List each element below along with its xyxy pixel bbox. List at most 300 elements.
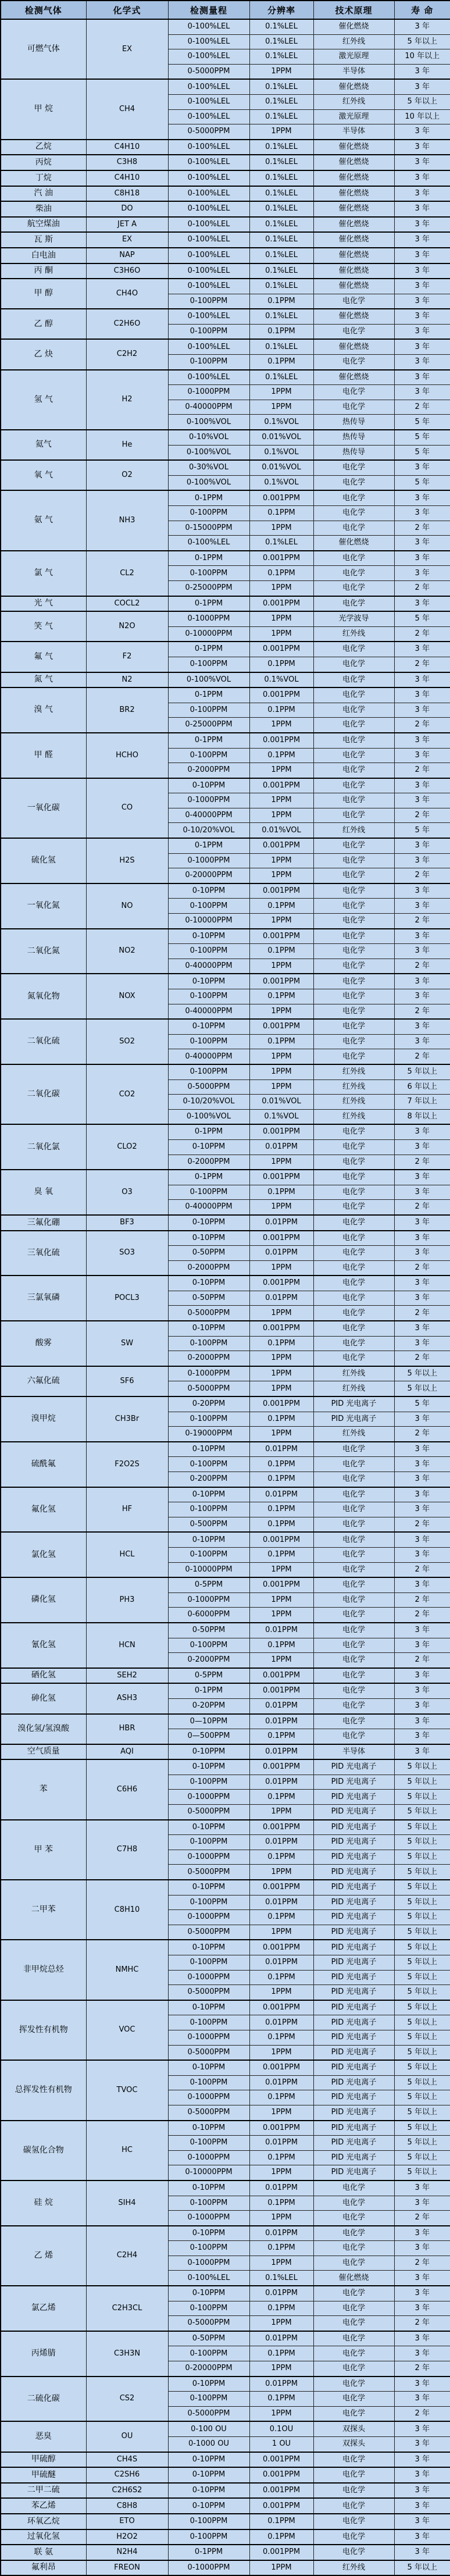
principle-cell: 电化学 (313, 324, 394, 339)
resolution-cell: 0.001PPM (249, 2483, 313, 2499)
life-cell: 2 年 (394, 1306, 450, 1321)
range-cell: 0-1PPM (168, 687, 249, 703)
principle-cell: 电化学 (313, 1517, 394, 1532)
principle-cell: PID 光电离子 (313, 2000, 394, 2015)
range-cell: 0-100%LEL (168, 201, 249, 217)
range-cell: 0-30%VOL (168, 460, 249, 475)
resolution-cell: 0.01PPM (249, 1714, 313, 1729)
gas-formula-cell: NO2 (86, 929, 168, 974)
range-cell: 0-100%LEL (168, 109, 249, 124)
resolution-cell: 1PPM (249, 1004, 313, 1019)
life-cell: 3 年 (394, 1502, 450, 1517)
gas-formula-cell: NO (86, 883, 168, 929)
range-cell: 0-100%LEL (168, 263, 249, 279)
principle-cell: 热传导 (313, 430, 394, 445)
resolution-cell: 0.001PPM (249, 2060, 313, 2075)
resolution-cell: 0.1%VOL (249, 415, 313, 430)
principle-cell: 电化学 (313, 2452, 394, 2468)
range-cell: 0-100PPM (168, 1457, 249, 1472)
table-row (1, 687, 450, 703)
principle-cell: 红外线 (313, 626, 394, 642)
range-cell: 0-10PPM (168, 2498, 249, 2514)
life-cell: 3 年 (394, 2180, 450, 2196)
range-cell: 0-2000PPM (168, 763, 249, 778)
range-cell: 0-5000PPM (168, 124, 249, 140)
range-cell: 0-10000PPM (168, 914, 249, 929)
resolution-cell: 0.1OU (249, 2421, 313, 2436)
table-row (1, 79, 450, 94)
principle-cell: PID 光电离子 (313, 2030, 394, 2045)
principle-cell: 催化燃烧 (313, 370, 394, 385)
life-cell: 5 年以上 (394, 1865, 450, 1880)
principle-cell: 电化学 (313, 2196, 394, 2211)
range-cell: 0-40000PPM (168, 400, 249, 415)
range-cell: 0-1PPM (168, 2545, 249, 2560)
gas-name-cell: 乙 烯 (1, 2226, 86, 2286)
table-row (1, 2226, 450, 2241)
resolution-cell: 0.1PPM (249, 989, 313, 1004)
gas-formula-cell: C2H6S2 (86, 2483, 168, 2499)
life-cell: 5 年 (394, 611, 450, 626)
principle-cell: 催化燃烧 (313, 170, 394, 186)
life-cell: 5 年以上 (394, 1835, 450, 1850)
resolution-cell: 0.001PPM (249, 883, 313, 899)
table-row (1, 1940, 450, 1955)
range-cell: 0-50PPM (168, 1246, 249, 1261)
resolution-cell: 0.1%LEL (249, 536, 313, 551)
principle-cell: PID 光电离子 (313, 1835, 394, 1850)
resolution-cell: 0.001PPM (249, 551, 313, 566)
gas-name-cell: 硫酰氟 (1, 1442, 86, 1487)
resolution-cell: 1PPM (249, 1049, 313, 1064)
resolution-cell: 0.001PPM (249, 1019, 313, 1034)
range-cell: 0-1000PPM (168, 1790, 249, 1805)
resolution-cell: 1PPM (249, 124, 313, 140)
principle-cell: PID 光电离子 (313, 1985, 394, 2000)
range-cell: 0-10%VOL (168, 430, 249, 445)
gas-formula-cell: SIH4 (86, 2180, 168, 2226)
gas-name-cell: 乙烷 (1, 140, 86, 155)
gas-name-cell: 笑 气 (1, 611, 86, 642)
table-row (1, 248, 450, 263)
resolution-cell: 0.1%VOL (249, 445, 313, 460)
table-row (1, 2286, 450, 2301)
range-cell: 0-1PPM (168, 838, 249, 853)
resolution-cell: 0.001PPM (249, 1321, 313, 1336)
resolution-cell: 1PPM (249, 2316, 313, 2331)
range-cell: 0-100%LEL (168, 279, 249, 294)
life-cell: 3 年 (394, 989, 450, 1004)
resolution-cell: 1PPM (249, 1381, 313, 1396)
life-cell: 3 年 (394, 339, 450, 354)
life-cell: 3 年 (394, 217, 450, 233)
range-cell: 0-100%LEL (168, 170, 249, 186)
resolution-cell: 0.1PPM (249, 506, 313, 521)
gas-formula-cell: C8H18 (86, 186, 168, 202)
principle-cell: 电化学 (313, 1638, 394, 1653)
range-cell: 0-10PPM (168, 1321, 249, 1336)
principle-cell: 催化燃烧 (313, 19, 394, 34)
principle-cell: 电化学 (313, 1185, 394, 1200)
life-cell: 2 年 (394, 2316, 450, 2331)
range-cell: 0-20000PPM (168, 2361, 249, 2377)
gas-formula-cell: COCL2 (86, 596, 168, 612)
principle-cell: PID 光电离子 (313, 2060, 394, 2075)
principle-cell: 电化学 (313, 1139, 394, 1155)
column-header-principle: 技术原理 (313, 1, 394, 19)
life-cell: 10 年以上 (394, 49, 450, 65)
table-header-row (1, 1, 450, 19)
life-cell: 5 年以上 (394, 2000, 450, 2015)
gas-name-cell: 三氧化硫 (1, 1231, 86, 1276)
gas-formula-cell: SF6 (86, 1366, 168, 1396)
gas-formula-cell: C2SH6 (86, 2467, 168, 2483)
table-row (1, 19, 450, 34)
range-cell: 0-10PPM (168, 1744, 249, 1760)
range-cell: 0-100PPM (168, 324, 249, 339)
gas-name-cell: 汽 油 (1, 186, 86, 202)
principle-cell: 电化学 (313, 596, 394, 612)
life-cell: 3 年 (394, 1472, 450, 1487)
principle-cell: 热传导 (313, 445, 394, 460)
principle-cell: 电化学 (313, 2377, 394, 2392)
principle-cell: 红外线 (313, 34, 394, 49)
principle-cell: 电化学 (313, 1275, 394, 1291)
life-cell: 3 年 (394, 2301, 450, 2316)
principle-cell: 电化学 (313, 490, 394, 505)
resolution-cell: 0.1PPM (249, 1457, 313, 1472)
principle-cell: 热传导 (313, 415, 394, 430)
principle-cell: PID 光电离子 (313, 1865, 394, 1880)
gas-formula-cell: SO3 (86, 1231, 168, 1276)
life-cell: 5 年以上 (394, 2560, 450, 2576)
gas-formula-cell: O3 (86, 1170, 168, 1215)
resolution-cell: 1PPM (249, 1306, 313, 1321)
gas-formula-cell: O2 (86, 460, 168, 490)
life-cell: 10 年以上 (394, 109, 450, 124)
principle-cell: 电化学 (313, 1472, 394, 1487)
resolution-cell: 0.1%LEL (249, 201, 313, 217)
gas-formula-cell: C2H6O (86, 309, 168, 339)
principle-cell: 红外线 (313, 1064, 394, 1079)
principle-cell: 电化学 (313, 868, 394, 883)
resolution-cell: 0.001PPM (249, 1759, 313, 1775)
range-cell: 0-5000PPM (168, 1985, 249, 2000)
principle-cell: 半导体 (313, 64, 394, 79)
life-cell: 5 年以上 (394, 34, 450, 49)
resolution-cell: 0.01PPM (249, 1698, 313, 1713)
gas-name-cell: 丙烷 (1, 155, 86, 170)
life-cell: 5 年以上 (394, 2015, 450, 2030)
resolution-cell: 0.1PPM (249, 1472, 313, 1487)
principle-cell: 电化学 (313, 2180, 394, 2196)
range-cell: 0-100PPM (168, 748, 249, 763)
range-cell: 0-100PPM (168, 294, 249, 309)
resolution-cell: 0.001PPM (249, 2467, 313, 2483)
gas-name-cell: 溴化氢/氢溴酸 (1, 1714, 86, 1744)
gas-formula-cell: HCN (86, 1623, 168, 1668)
life-cell: 5 年以上 (394, 1925, 450, 1940)
life-cell: 3 年 (394, 1034, 450, 1049)
principle-cell: 电化学 (313, 1170, 394, 1185)
range-cell: 0-10PPM (168, 1275, 249, 1291)
resolution-cell: 0.1%LEL (249, 309, 313, 324)
life-cell: 3 年 (394, 324, 450, 339)
life-cell: 2 年 (394, 1004, 450, 1019)
resolution-cell: 0.1%LEL (249, 155, 313, 170)
life-cell: 2 年 (394, 1049, 450, 1064)
principle-cell: 红外线 (313, 1366, 394, 1381)
principle-cell: 电化学 (313, 2392, 394, 2407)
resolution-cell: 0.01PPM (249, 1775, 313, 1790)
life-cell: 3 年 (394, 2331, 450, 2346)
life-cell: 3 年 (394, 974, 450, 989)
life-cell: 3 年 (394, 1124, 450, 1139)
life-cell: 3 年 (394, 385, 450, 400)
table-row (1, 155, 450, 170)
table-row (1, 611, 450, 626)
resolution-cell: 0.01PPM (249, 1442, 313, 1457)
principle-cell: 电化学 (313, 551, 394, 566)
principle-cell: PID 光电离子 (313, 1775, 394, 1790)
gas-formula-cell: C2H3CL (86, 2286, 168, 2331)
gas-name-cell: 二氧化硫 (1, 1019, 86, 1064)
principle-cell: 电化学 (313, 1487, 394, 1502)
principle-cell: 红外线 (313, 823, 394, 838)
range-cell: 0-100%LEL (168, 79, 249, 94)
resolution-cell: 0.1PPM (249, 2392, 313, 2407)
range-cell: 0-200PPM (168, 1472, 249, 1487)
resolution-cell: 0.01%VOL (249, 1095, 313, 1110)
range-cell: 0-40000PPM (168, 1200, 249, 1215)
life-cell: 5 年以上 (394, 2165, 450, 2180)
principle-cell: 电化学 (313, 355, 394, 370)
principle-cell: 电化学 (313, 1155, 394, 1170)
resolution-cell: 0.01PPM (249, 1487, 313, 1502)
gas-formula-cell: C2H2 (86, 339, 168, 369)
principle-cell: PID 光电离子 (313, 2136, 394, 2151)
life-cell: 2 年 (394, 2361, 450, 2377)
gas-formula-cell: F2 (86, 642, 168, 672)
gas-formula-cell: EX (86, 19, 168, 79)
principle-cell: 电化学 (313, 883, 394, 899)
resolution-cell: 0.1PPM (249, 1910, 313, 1925)
life-cell: 3 年 (394, 155, 450, 170)
principle-cell: PID 光电离子 (313, 1396, 394, 1412)
gas-name-cell: 氦气 (1, 430, 86, 460)
life-cell: 3 年 (394, 703, 450, 718)
range-cell: 0-6000PPM (168, 1608, 249, 1623)
principle-cell: 电化学 (313, 1019, 394, 1034)
principle-cell: 电化学 (313, 853, 394, 868)
range-cell: 0-15000PPM (168, 521, 249, 536)
table-row (1, 596, 450, 612)
life-cell: 3 年 (394, 1744, 450, 1760)
principle-cell: 电化学 (313, 1049, 394, 1064)
resolution-cell: 0.1PPM (249, 2030, 313, 2045)
table-row (1, 2331, 450, 2346)
principle-cell: 电化学 (313, 2498, 394, 2514)
gas-formula-cell: C2H4 (86, 2226, 168, 2286)
life-cell: 3 年 (394, 853, 450, 868)
range-cell: 0-100PPM (168, 1955, 249, 1971)
range-cell: 0-1000PPM (168, 793, 249, 808)
range-cell: 0-1PPM (168, 596, 249, 612)
principle-cell: 电化学 (313, 1321, 394, 1336)
resolution-cell: 0.01PPM (249, 1955, 313, 1971)
resolution-cell: 1PPM (249, 2165, 313, 2180)
principle-cell: 电化学 (313, 1698, 394, 1713)
gas-name-cell: 氟化氢 (1, 1487, 86, 1533)
life-cell: 3 年 (394, 1231, 450, 1246)
gas-name-cell: 丙烯腈 (1, 2331, 86, 2377)
principle-cell: 电化学 (313, 929, 394, 944)
gas-name-cell: 磷化氢 (1, 1577, 86, 1623)
gas-name-cell: 丁烷 (1, 170, 86, 186)
gas-name-cell: 二氧化氮 (1, 929, 86, 974)
resolution-cell: 0.001PPM (249, 642, 313, 657)
life-cell: 5 年以上 (394, 1970, 450, 1985)
gas-name-cell: 甲 烷 (1, 79, 86, 139)
principle-cell: 催化燃烧 (313, 279, 394, 294)
principle-cell: 电化学 (313, 1714, 394, 1729)
life-cell: 5 年以上 (394, 2060, 450, 2075)
table-row (1, 1759, 450, 1775)
life-cell: 3 年 (394, 2514, 450, 2529)
life-cell: 3 年 (394, 186, 450, 202)
resolution-cell: 1PPM (249, 2211, 313, 2226)
column-header-resolution: 分辨率 (249, 1, 313, 19)
range-cell: 0-1000PPM (168, 1910, 249, 1925)
life-cell: 3 年 (394, 1336, 450, 1351)
principle-cell: PID 光电离子 (313, 1955, 394, 1971)
principle-cell: 电化学 (313, 1246, 394, 1261)
resolution-cell: 0.001PPM (249, 929, 313, 944)
range-cell: 0-10000PPM (168, 2165, 249, 2180)
resolution-cell: 0.01PPM (249, 1835, 313, 1850)
gas-name-cell: 甲 醛 (1, 733, 86, 778)
range-cell: 0-5PPM (168, 1577, 249, 1592)
life-cell: 3 年 (394, 2545, 450, 2560)
life-cell: 3 年 (394, 1577, 450, 1592)
range-cell: 0-1PPM (168, 490, 249, 505)
table-row (1, 2377, 450, 2392)
gas-name-cell: 二氧化氯 (1, 1124, 86, 1170)
gas-formula-cell: DO (86, 201, 168, 217)
gas-name-cell: 二硫化碳 (1, 2377, 86, 2422)
resolution-cell: 0.1PPM (249, 1336, 313, 1351)
range-cell: 0-100PPM (168, 1835, 249, 1850)
life-cell: 3 年 (394, 2452, 450, 2468)
table-row (1, 733, 450, 748)
gas-name-cell: 硒化氢 (1, 1668, 86, 1684)
principle-cell: PID 光电离子 (313, 1820, 394, 1835)
life-cell: 8 年以上 (394, 1109, 450, 1124)
principle-cell: 电化学 (313, 672, 394, 688)
gas-name-cell: 恶臭 (1, 2421, 86, 2452)
life-cell: 3 年 (394, 1457, 450, 1472)
gas-name-cell: 二氧化碳 (1, 1064, 86, 1124)
range-cell: 0-10PPM (168, 2180, 249, 2196)
life-cell: 5 年以上 (394, 1985, 450, 2000)
resolution-cell: 0.1PPM (249, 944, 313, 959)
life-cell: 3 年 (394, 838, 450, 853)
resolution-cell: 1PPM (249, 2560, 313, 2576)
life-cell: 3 年 (394, 596, 450, 612)
resolution-cell: 0.1%LEL (249, 2271, 313, 2286)
life-cell: 3 年 (394, 1215, 450, 1231)
life-cell: 2 年 (394, 1200, 450, 1215)
gas-formula-cell: C3H8 (86, 155, 168, 170)
principle-cell: 电化学 (313, 2545, 394, 2560)
resolution-cell: 1PPM (249, 853, 313, 868)
principle-cell: 电化学 (313, 2346, 394, 2361)
table-row (1, 186, 450, 202)
resolution-cell: 0.001PPM (249, 1124, 313, 1139)
life-cell: 5 年以上 (394, 1940, 450, 1955)
range-cell: 0-100PPM (168, 2241, 249, 2256)
gas-formula-cell: HC (86, 2121, 168, 2180)
principle-cell: 电化学 (313, 2467, 394, 2483)
table-row (1, 309, 450, 324)
life-cell: 3 年 (394, 778, 450, 793)
life-cell: 3 年 (394, 2271, 450, 2286)
range-cell: 0-100 OU (168, 2421, 249, 2436)
resolution-cell: 0.01PPM (249, 2286, 313, 2301)
resolution-cell: 1PPM (249, 2361, 313, 2377)
life-cell: 3 年 (394, 248, 450, 263)
range-cell: 0-40000PPM (168, 959, 249, 974)
resolution-cell: 0.1%LEL (249, 140, 313, 155)
resolution-cell: 0.001PPM (249, 2121, 313, 2136)
range-cell: 0-10000PPM (168, 626, 249, 642)
life-cell: 7 年以上 (394, 1095, 450, 1110)
gas-formula-cell: TVOC (86, 2060, 168, 2120)
range-cell: 0-5000PPM (168, 1079, 249, 1095)
life-cell: 5 年 (394, 1396, 450, 1412)
gas-formula-cell: C8H10 (86, 1880, 168, 1940)
principle-cell: 电化学 (313, 1200, 394, 1215)
resolution-cell: 0.1%VOL (249, 1109, 313, 1124)
resolution-cell: 1PPM (249, 385, 313, 400)
range-cell: 0-1000PPM (168, 1592, 249, 1608)
gas-name-cell: 氟 气 (1, 642, 86, 672)
resolution-cell: 0.1PPM (249, 355, 313, 370)
life-cell: 2 年 (394, 1517, 450, 1532)
principle-cell: 电化学 (313, 793, 394, 808)
gas-name-cell: 甲硫醇 (1, 2452, 86, 2468)
resolution-cell: 0.1%LEL (249, 170, 313, 186)
life-cell: 3 年 (394, 2226, 450, 2241)
range-cell: 0-25000PPM (168, 718, 249, 733)
table-row (1, 1487, 450, 1502)
range-cell: 0-2000PPM (168, 1351, 249, 1366)
range-cell: 0-100PPM (168, 1775, 249, 1790)
resolution-cell: 0.001PPM (249, 778, 313, 793)
principle-cell: 电化学 (313, 2406, 394, 2421)
principle-cell: 电化学 (313, 2301, 394, 2316)
principle-cell: 电化学 (313, 2483, 394, 2499)
range-cell: 0-100PPM (168, 989, 249, 1004)
table-row (1, 1231, 450, 1246)
range-cell: 0-5000PPM (168, 2105, 249, 2120)
range-cell: 0-100PPM (168, 355, 249, 370)
gas-formula-cell: C4H10 (86, 140, 168, 155)
resolution-cell: 0.1PPM (249, 703, 313, 718)
range-cell: 0-100%LEL (168, 2271, 249, 2286)
gas-formula-cell: N2O (86, 611, 168, 642)
table-row (1, 490, 450, 505)
